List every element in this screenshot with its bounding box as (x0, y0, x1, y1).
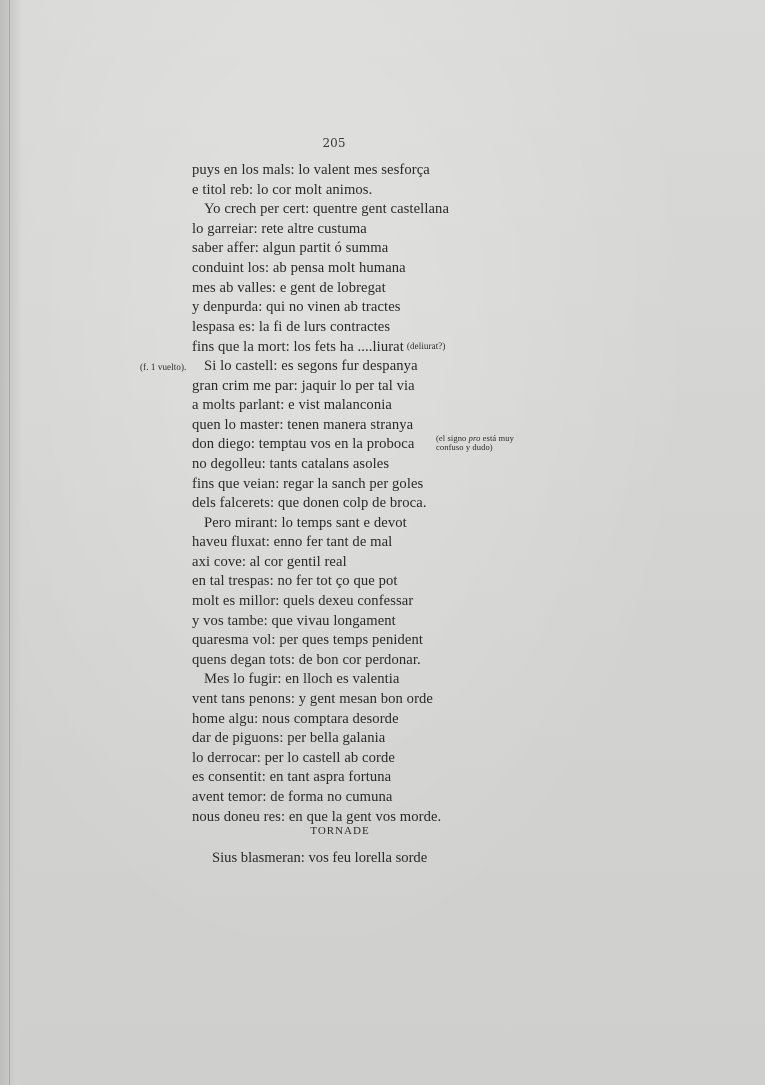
tornade-heading: TORNADE (310, 825, 370, 837)
poem-line-text: home algu: nous comptara desorde (192, 710, 399, 727)
poem-line-text: Si lo castell: es segons fur despanya (204, 357, 418, 374)
poem-line (192, 768, 522, 788)
poem-line (192, 494, 522, 514)
poem-line-text: lo derrocar: per lo castell ab corde (192, 749, 395, 766)
poem-line (192, 181, 522, 201)
poem-line-text: molt es millor: quels dexeu confessar (192, 593, 414, 610)
poem-line-text: Yo crech per cert: quentre gent castellana (204, 201, 450, 218)
poem-line (192, 220, 522, 240)
poem-line (192, 690, 522, 710)
poem-line (192, 259, 522, 279)
poem-line (140, 357, 522, 377)
poem-line-text: avent temor: de forma no cumuna (192, 789, 393, 805)
poem-line-text: a molts parlant: e vist malanconia (192, 397, 392, 414)
poem-line (192, 318, 522, 338)
poem-line-text: fins que veian: regar la sanch per goles (192, 475, 424, 492)
poem-line-text: gran crim me par: jaquir lo per tal via (192, 377, 415, 394)
poem-line (192, 533, 522, 553)
poem-line-text: y vos tambe: que vivau longament (192, 612, 396, 629)
poem-line (192, 553, 522, 573)
binding-edge (0, 0, 22, 1085)
poem-line (192, 612, 522, 632)
margin-note-text: (el signo (436, 433, 469, 444)
poem-line-text: en tal trespas: no fer tot ço que pot (192, 573, 398, 590)
poem-line (192, 435, 522, 455)
poem-line-text: lo garreiar: rete altre custuma (192, 220, 367, 237)
poem-line (192, 396, 522, 416)
poem-line-text: axi cove: al cor gentil real (192, 553, 347, 570)
poem-line-text: e titol reb: lo cor molt animos. (192, 181, 373, 198)
poem-line (192, 298, 522, 318)
tornade-line: Sius blasmeran: vos feu lorella sorde (212, 850, 428, 866)
poem-line-text: es consentit: en tant aspra fortuna (192, 769, 392, 786)
margin-note-italic: pro (468, 433, 481, 444)
poem-line-text: dels falcerets: que donen colp de broca. (192, 495, 427, 512)
poem-line (192, 631, 522, 651)
poem-line (192, 200, 522, 220)
poem-line (192, 729, 522, 749)
poem-line-text: quens degan tots: de bon cor perdonar. (192, 651, 421, 668)
folio-marker: (f. 1 vuelto). (140, 361, 187, 372)
poem-line (192, 161, 522, 181)
poem-line (192, 749, 522, 769)
poem-line (192, 592, 522, 612)
poem-line (192, 651, 522, 671)
poem-line-text: y denpurda: qui no vinen ab tractes (192, 299, 401, 316)
poem-line-text: dar de piguons: per bella galania (192, 730, 386, 747)
poem-line (192, 475, 522, 495)
poem-body (140, 161, 522, 827)
poem-line (192, 788, 522, 808)
poem-line (192, 670, 522, 690)
poem-line-text: saber affer: algun partit ó summa (192, 240, 389, 257)
poem-line-text: fins que la mort: los fets ha ....liurat (192, 339, 404, 356)
margin-note-line-2: confuso y dudo) (436, 442, 493, 453)
poem-line-text: puys en los mals: lo valent mes sesforça (192, 162, 430, 178)
poem-line (192, 377, 522, 397)
page-number: 205 (322, 136, 346, 150)
poem-line (192, 337, 522, 357)
poem-line-text: Mes lo fugir: en lloch es valentia (204, 671, 400, 688)
poem-line-text: quaresma vol: per ques temps penident (192, 632, 424, 649)
poem-line-text: Pero mirant: lo temps sant e devot (204, 514, 407, 531)
poem-line (192, 710, 522, 730)
margin-note-text: está muy (480, 433, 514, 444)
poem-line-text: nous doneu res: en que la gent vos morde. (192, 808, 442, 825)
poem-line-text: lespasa es: la fi de lurs contractes (192, 318, 391, 335)
editorial-note: (deliurat?) (406, 341, 446, 352)
poem-line (192, 572, 522, 592)
margin-note (436, 434, 514, 452)
poem-line (192, 455, 522, 475)
poem-line-text: mes ab valles: e gent de lobregat (192, 279, 386, 296)
poem-line-text: quen lo master: tenen manera stranya (192, 416, 414, 433)
poem-line-text: conduint los: ab pensa molt humana (192, 259, 406, 276)
poem-line-text: don diego: temptau vos en la proboca (192, 436, 415, 453)
poem-line-text: no degolleu: tants catalans asoles (192, 455, 390, 472)
poem-line (192, 239, 522, 259)
poem-line (192, 279, 522, 299)
poem-line-text: haveu fluxat: enno fer tant de mal (192, 534, 393, 551)
poem-line (192, 514, 522, 534)
binding-line (9, 0, 10, 1085)
poem-line-text: vent tans penons: y gent mesan bon orde (192, 691, 433, 708)
